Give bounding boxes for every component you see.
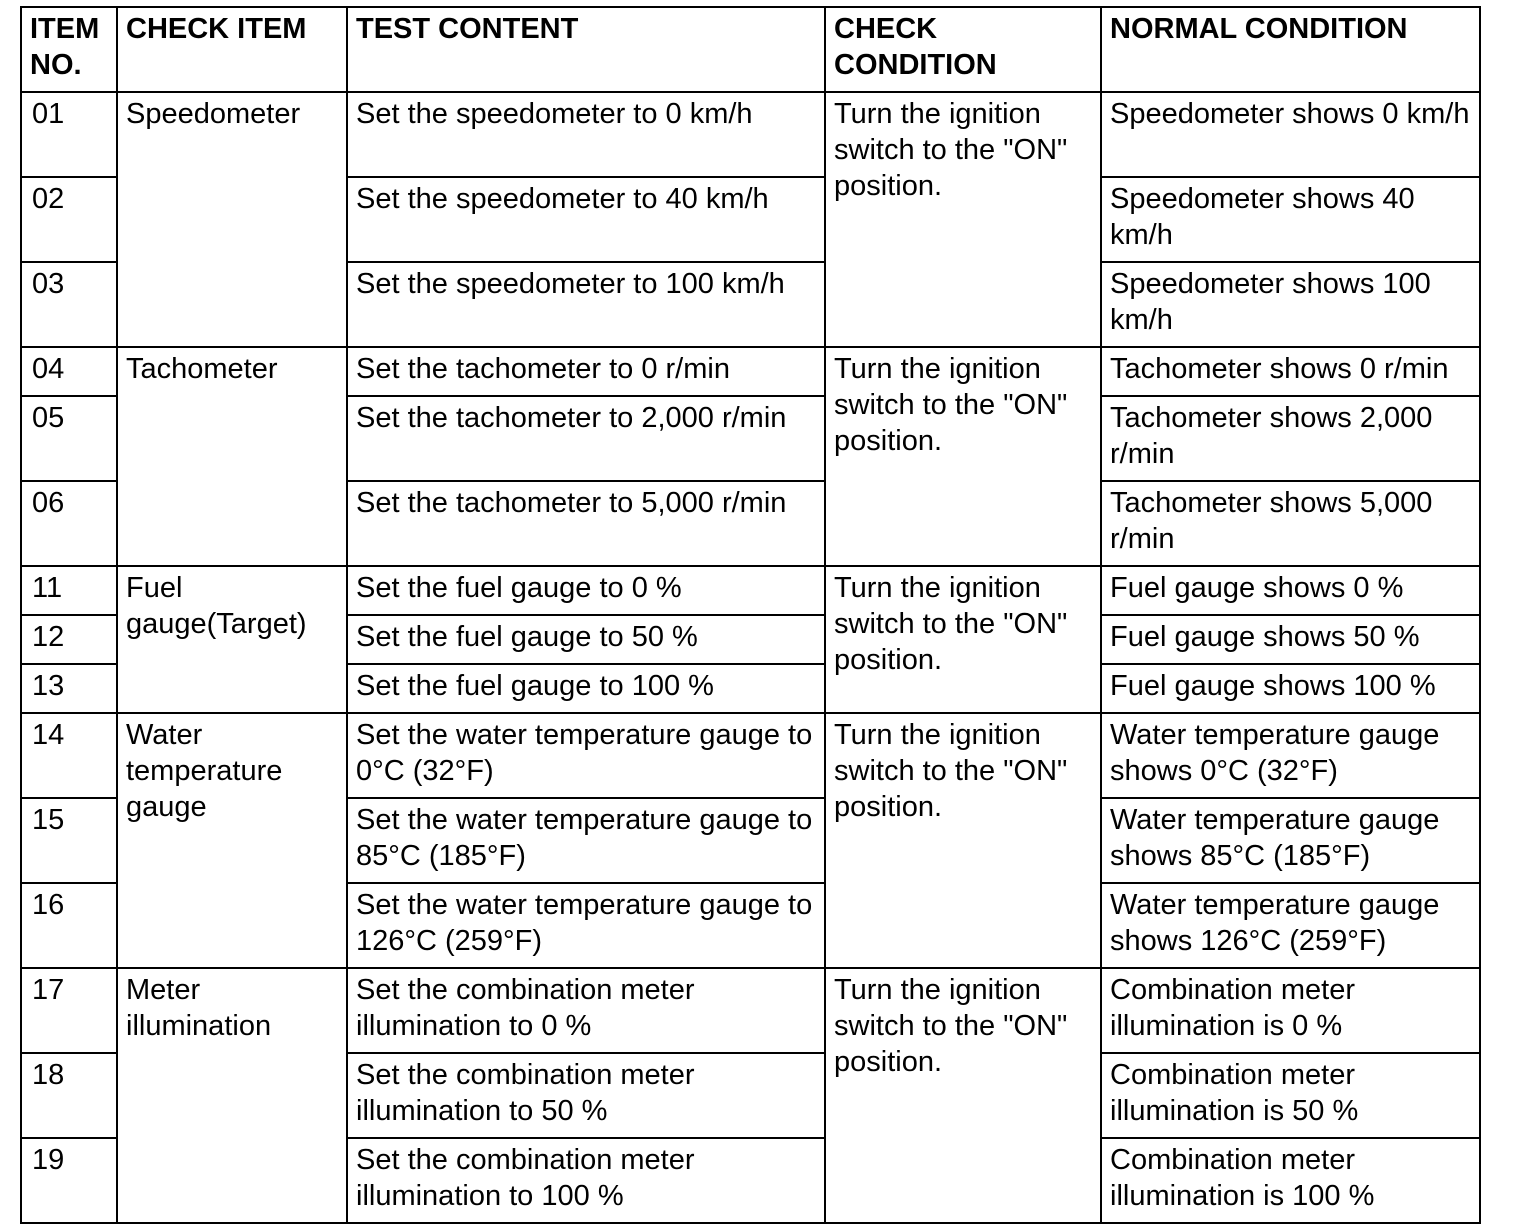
item-no: 15 <box>21 798 117 883</box>
normal-condition: Combination meter illumination is 100 % <box>1101 1138 1480 1223</box>
item-no: 17 <box>21 968 117 1053</box>
item-no: 16 <box>21 883 117 968</box>
item-no: 12 <box>21 615 117 664</box>
check-item: Speedometer <box>117 92 347 347</box>
header-normal-condition: NORMAL CONDITION <box>1101 7 1480 92</box>
normal-condition: Speedometer shows 40 km/h <box>1101 177 1480 262</box>
item-no: 03 <box>21 262 117 347</box>
table-row <box>21 347 1480 396</box>
test-content: Set the fuel gauge to 100 % <box>347 664 825 713</box>
item-no: 13 <box>21 664 117 713</box>
header-row <box>21 7 1480 92</box>
check-condition: Turn the ignition switch to the "ON" position. <box>825 566 1101 713</box>
test-content: Set the speedometer to 0 km/h <box>347 92 825 177</box>
item-no: 02 <box>21 177 117 262</box>
test-content: Set the combination meter illumination to 0 % <box>347 968 825 1053</box>
test-content: Set the tachometer to 5,000 r/min <box>347 481 825 566</box>
normal-condition: Tachometer shows 5,000 r/min <box>1101 481 1480 566</box>
header-test-content: TEST CONTENT <box>347 7 825 92</box>
normal-condition: Speedometer shows 100 km/h <box>1101 262 1480 347</box>
check-condition: Turn the ignition switch to the "ON" position. <box>825 713 1101 968</box>
test-content: Set the water temperature gauge to 126°C (259°F) <box>347 883 825 968</box>
check-item: Water temperature gauge <box>117 713 347 968</box>
normal-condition: Water temperature gauge shows 85°C (185°F) <box>1101 798 1480 883</box>
item-no: 14 <box>21 713 117 798</box>
item-no: 18 <box>21 1053 117 1138</box>
normal-condition: Fuel gauge shows 100 % <box>1101 664 1480 713</box>
check-item: Tachometer <box>117 347 347 566</box>
check-table <box>20 6 1481 1224</box>
normal-condition: Tachometer shows 0 r/min <box>1101 347 1480 396</box>
test-content: Set the combination meter illumination to 50 % <box>347 1053 825 1138</box>
check-condition: Turn the ignition switch to the "ON" position. <box>825 968 1101 1223</box>
normal-condition: Fuel gauge shows 50 % <box>1101 615 1480 664</box>
item-no: 19 <box>21 1138 117 1223</box>
normal-condition: Tachometer shows 2,000 r/min <box>1101 396 1480 481</box>
item-no: 11 <box>21 566 117 615</box>
test-content: Set the speedometer to 40 km/h <box>347 177 825 262</box>
table-row <box>21 713 1480 798</box>
check-condition: Turn the ignition switch to the "ON" position. <box>825 347 1101 566</box>
item-no: 05 <box>21 396 117 481</box>
normal-condition: Combination meter illumination is 0 % <box>1101 968 1480 1053</box>
test-content: Set the tachometer to 0 r/min <box>347 347 825 396</box>
normal-condition: Water temperature gauge shows 126°C (259°F) <box>1101 883 1480 968</box>
normal-condition: Combination meter illumination is 50 % <box>1101 1053 1480 1138</box>
test-content: Set the combination meter illumination to 100 % <box>347 1138 825 1223</box>
check-condition: Turn the ignition switch to the "ON" position. <box>825 92 1101 347</box>
table-row <box>21 566 1480 615</box>
test-content: Set the fuel gauge to 0 % <box>347 566 825 615</box>
test-content: Set the water temperature gauge to 0°C (32°F) <box>347 713 825 798</box>
test-content: Set the water temperature gauge to 85°C (185°F) <box>347 798 825 883</box>
normal-condition: Water temperature gauge shows 0°C (32°F) <box>1101 713 1480 798</box>
check-item: Fuel gauge(Target) <box>117 566 347 713</box>
table-row <box>21 92 1480 177</box>
test-content: Set the fuel gauge to 50 % <box>347 615 825 664</box>
table-row <box>21 968 1480 1053</box>
check-item: Meter illumination <box>117 968 347 1223</box>
test-content: Set the speedometer to 100 km/h <box>347 262 825 347</box>
normal-condition: Fuel gauge shows 0 % <box>1101 566 1480 615</box>
normal-condition: Speedometer shows 0 km/h <box>1101 92 1480 177</box>
header-item-no: ITEM NO. <box>21 7 117 92</box>
header-check-condition: CHECK CONDITION <box>825 7 1101 92</box>
test-content: Set the tachometer to 2,000 r/min <box>347 396 825 481</box>
item-no: 04 <box>21 347 117 396</box>
header-check-item: CHECK ITEM <box>117 7 347 92</box>
item-no: 06 <box>21 481 117 566</box>
item-no: 01 <box>21 92 117 177</box>
